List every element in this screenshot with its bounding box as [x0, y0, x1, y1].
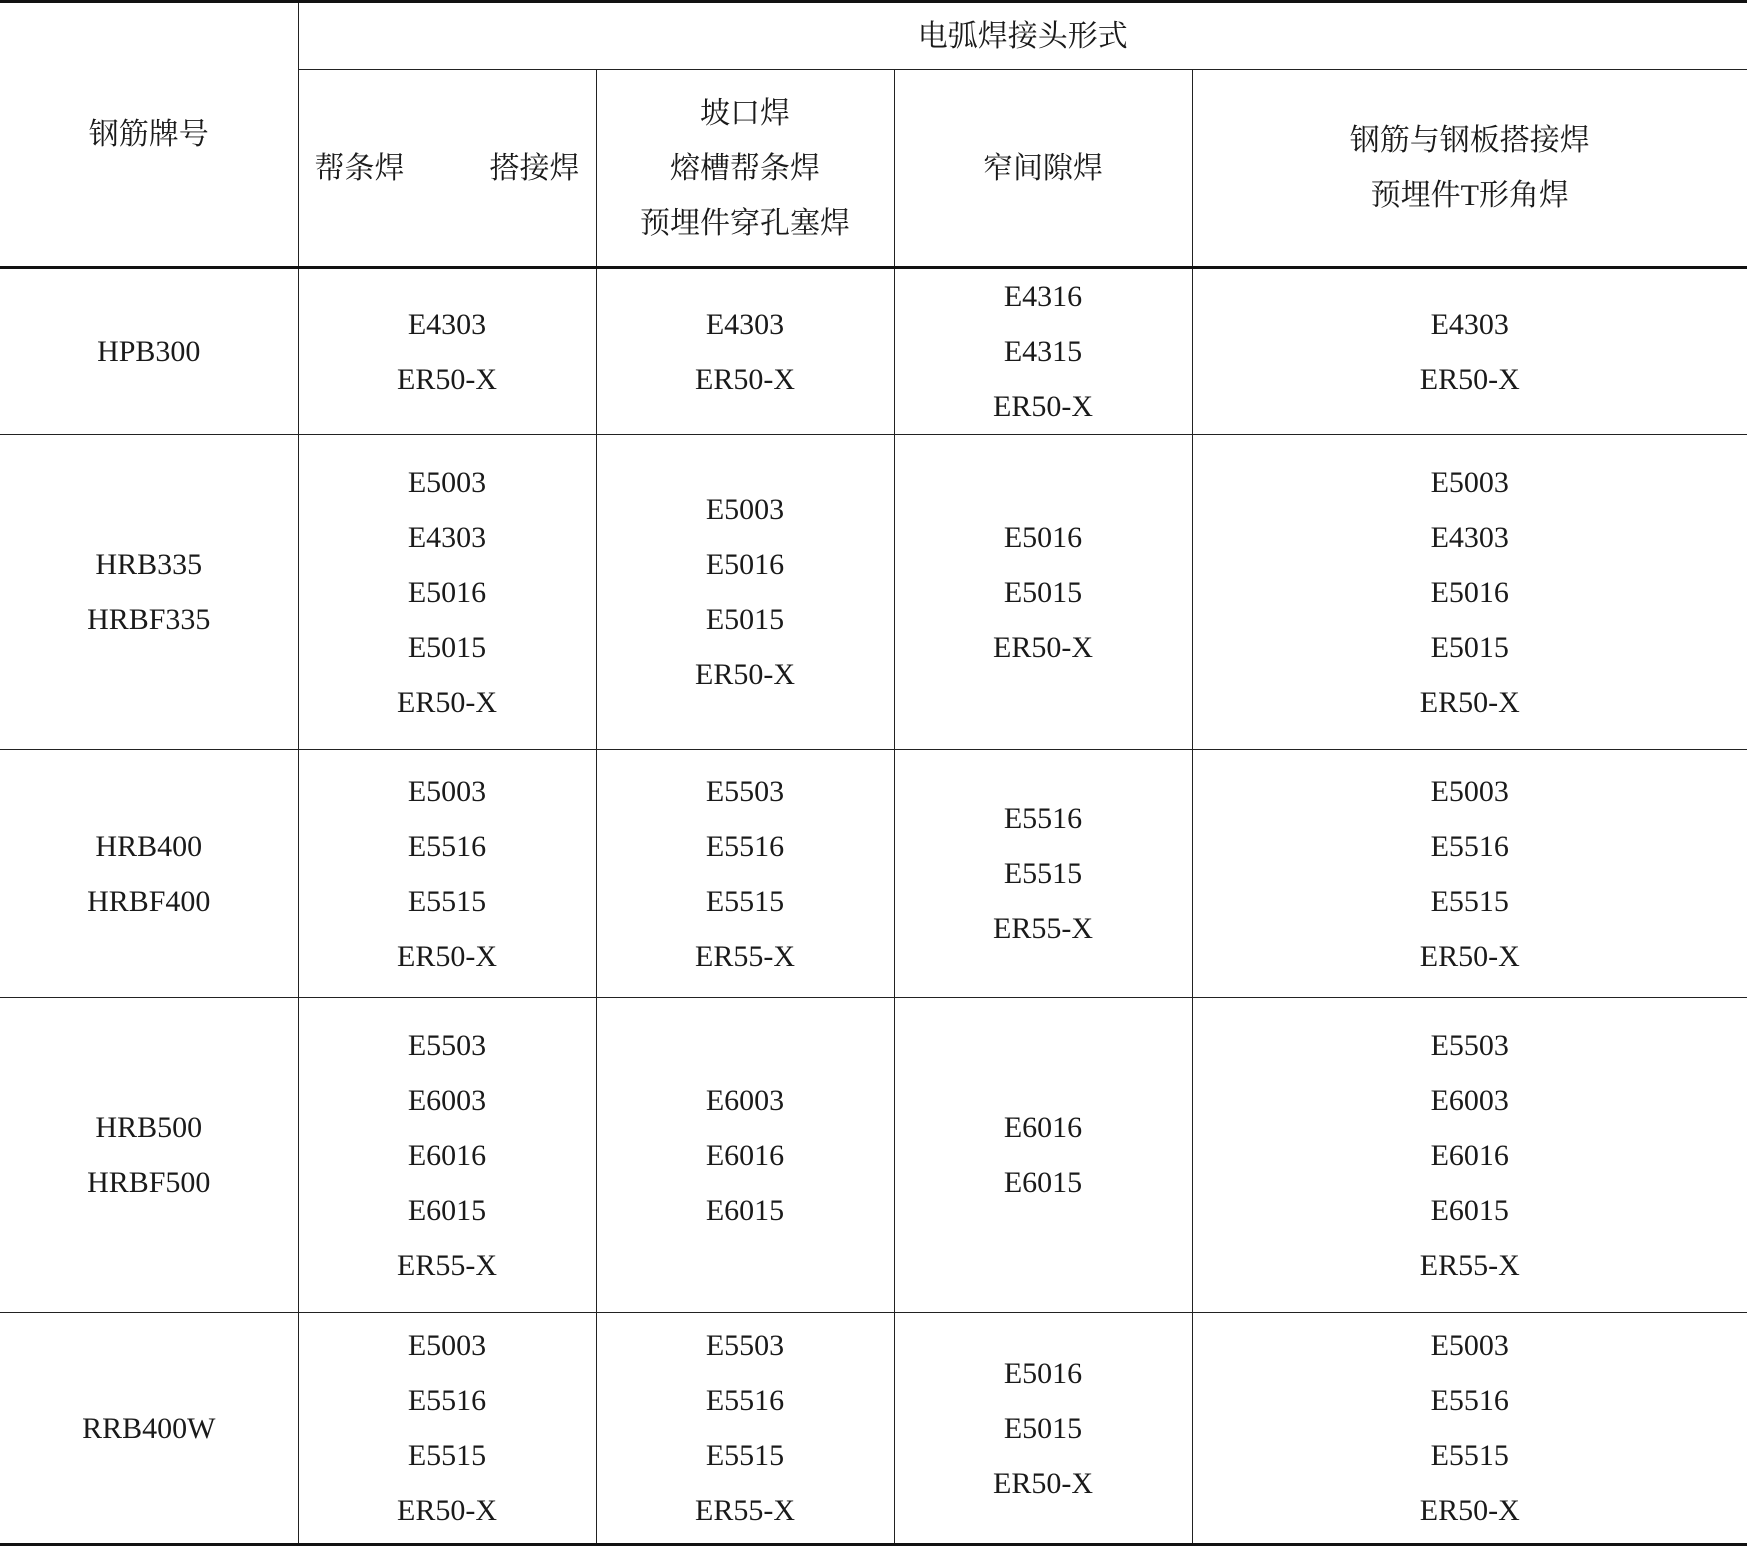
electrode-label: ER50-X [597, 647, 894, 702]
grade-cell [0, 1313, 298, 1545]
grade-cell [0, 998, 298, 1313]
electrode-cell [1192, 435, 1747, 750]
electrode-cell [596, 435, 894, 750]
electrode-label: E4303 [1193, 297, 1747, 352]
electrode-label: E4303 [299, 297, 596, 352]
electrode-cell [1192, 998, 1747, 1313]
electrode-label: E5516 [299, 819, 596, 874]
table-row [0, 750, 1747, 998]
electrode-label: ER55-X [597, 1483, 894, 1538]
electrode-label: E5515 [1193, 874, 1747, 929]
electrode-label: ER50-X [597, 352, 894, 407]
header-col4-line: 预埋件T形角焊 [1193, 168, 1747, 223]
electrode-label: E5003 [299, 1318, 596, 1373]
header-col1 [298, 70, 596, 268]
electrode-label: ER50-X [1193, 675, 1747, 730]
electrode-label: E5515 [597, 874, 894, 929]
electrode-label: E4303 [597, 297, 894, 352]
electrode-label: E5516 [1193, 1373, 1747, 1428]
electrode-cell [298, 1313, 596, 1545]
electrode-cell [596, 998, 894, 1313]
electrode-label: E5516 [895, 791, 1192, 846]
header-grade [0, 2, 298, 268]
electrode-label: E5015 [895, 565, 1192, 620]
electrode-label: ER50-X [299, 352, 596, 407]
electrode-label: E5015 [1193, 620, 1747, 675]
electrode-label: E6015 [1193, 1183, 1747, 1238]
electrode-cell [298, 268, 596, 435]
electrode-label: E5503 [299, 1018, 596, 1073]
electrode-label: E5503 [1193, 1018, 1747, 1073]
header-col4 [1192, 70, 1747, 268]
electrode-label: ER50-X [299, 1483, 596, 1538]
electrode-label: E6016 [597, 1128, 894, 1183]
grade-label: HPB300 [0, 324, 298, 379]
electrode-cell [596, 750, 894, 998]
electrode-label: E5003 [1193, 1318, 1747, 1373]
header-col2 [596, 70, 894, 268]
electrode-label: E5003 [597, 482, 894, 537]
electrode-label: E5515 [299, 1428, 596, 1483]
electrode-label: E5515 [895, 846, 1192, 901]
grade-cell [0, 435, 298, 750]
electrode-label: E5015 [895, 1401, 1192, 1456]
electrode-cell [596, 268, 894, 435]
electrode-label: E6015 [597, 1183, 894, 1238]
electrode-cell [596, 1313, 894, 1545]
electrode-label: E5515 [1193, 1428, 1747, 1483]
electrode-label: E5015 [299, 620, 596, 675]
grade-label: HRB400 [0, 819, 298, 874]
electrode-label: E5003 [299, 455, 596, 510]
electrode-cell [298, 435, 596, 750]
electrode-label: ER55-X [597, 929, 894, 984]
grade-cell [0, 750, 298, 998]
electrode-label: ER50-X [1193, 929, 1747, 984]
table-row [0, 268, 1747, 435]
electrode-label: E5516 [597, 1373, 894, 1428]
electrode-label: E5016 [597, 537, 894, 592]
electrode-label: ER50-X [1193, 1483, 1747, 1538]
electrode-label: E5016 [1193, 565, 1747, 620]
electrode-label: ER50-X [895, 379, 1192, 434]
table-row [0, 435, 1747, 750]
electrode-label: E5516 [597, 819, 894, 874]
electrode-label: E4303 [299, 510, 596, 565]
electrode-cell [1192, 268, 1747, 435]
header-group [298, 2, 1747, 70]
header-group-label: 电弧焊接头形式 [918, 20, 1128, 53]
header-col1-a: 帮条焊 [315, 141, 405, 196]
electrode-cell [298, 998, 596, 1313]
header-col3-label: 窄间隙焊 [983, 152, 1103, 185]
electrode-label: E6003 [299, 1073, 596, 1128]
electrode-label: E6003 [1193, 1073, 1747, 1128]
grade-label: HRB500 [0, 1100, 298, 1155]
electrode-label: E5003 [299, 764, 596, 819]
electrode-label: ER55-X [1193, 1238, 1747, 1293]
electrode-label: E5503 [597, 764, 894, 819]
electrode-label: E6016 [299, 1128, 596, 1183]
electrode-label: E6016 [895, 1100, 1192, 1155]
grade-label: RRB400W [0, 1401, 298, 1456]
header-row-1 [0, 2, 1747, 70]
header-col2-line: 熔槽帮条焊 [597, 141, 894, 196]
header-col2-line: 坡口焊 [597, 86, 894, 141]
electrode-label: ER55-X [299, 1238, 596, 1293]
electrode-label: E5016 [895, 1346, 1192, 1401]
electrode-label: E5516 [299, 1373, 596, 1428]
electrode-cell [894, 268, 1192, 435]
electrode-label: E5003 [1193, 455, 1747, 510]
electrode-label: E5516 [1193, 819, 1747, 874]
electrode-label: ER50-X [895, 1456, 1192, 1511]
electrode-cell [298, 750, 596, 998]
electrode-cell [894, 750, 1192, 998]
electrode-label: E5003 [1193, 764, 1747, 819]
table-body [0, 268, 1747, 1545]
table-row [0, 998, 1747, 1313]
electrode-cell [894, 998, 1192, 1313]
electrode-label: E6015 [895, 1155, 1192, 1210]
electrode-label: E6015 [299, 1183, 596, 1238]
grade-label: HRBF500 [0, 1155, 298, 1210]
grade-label: HRBF335 [0, 592, 298, 647]
electrode-label: E4316 [895, 269, 1192, 324]
electrode-label: E5503 [597, 1318, 894, 1373]
electrode-label: ER50-X [299, 675, 596, 730]
electrode-label: E6003 [597, 1073, 894, 1128]
electrode-cell [1192, 750, 1747, 998]
electrode-label: E6016 [1193, 1128, 1747, 1183]
electrode-label: ER50-X [299, 929, 596, 984]
header-col3 [894, 70, 1192, 268]
header-grade-label: 钢筋牌号 [89, 118, 209, 151]
electrode-label: E5515 [299, 874, 596, 929]
electrode-label: ER50-X [895, 620, 1192, 675]
electrode-label: E5016 [299, 565, 596, 620]
header-col1-b: 搭接焊 [490, 141, 580, 196]
table-row [0, 1313, 1747, 1545]
electrode-cell [1192, 1313, 1747, 1545]
grade-label: HRBF400 [0, 874, 298, 929]
header-col4-line: 钢筋与钢板搭接焊 [1193, 113, 1747, 168]
electrode-cell [894, 1313, 1192, 1545]
electrode-label: E5015 [597, 592, 894, 647]
grade-label: HRB335 [0, 537, 298, 592]
electrode-label: E4303 [1193, 510, 1747, 565]
electrode-label: E4315 [895, 324, 1192, 379]
header-col2-line: 预埋件穿孔塞焊 [597, 196, 894, 251]
electrode-cell [894, 435, 1192, 750]
electrode-label: ER55-X [895, 901, 1192, 956]
electrode-label: E5016 [895, 510, 1192, 565]
grade-cell [0, 268, 298, 435]
electrode-label: E5515 [597, 1428, 894, 1483]
electrode-label: ER50-X [1193, 352, 1747, 407]
